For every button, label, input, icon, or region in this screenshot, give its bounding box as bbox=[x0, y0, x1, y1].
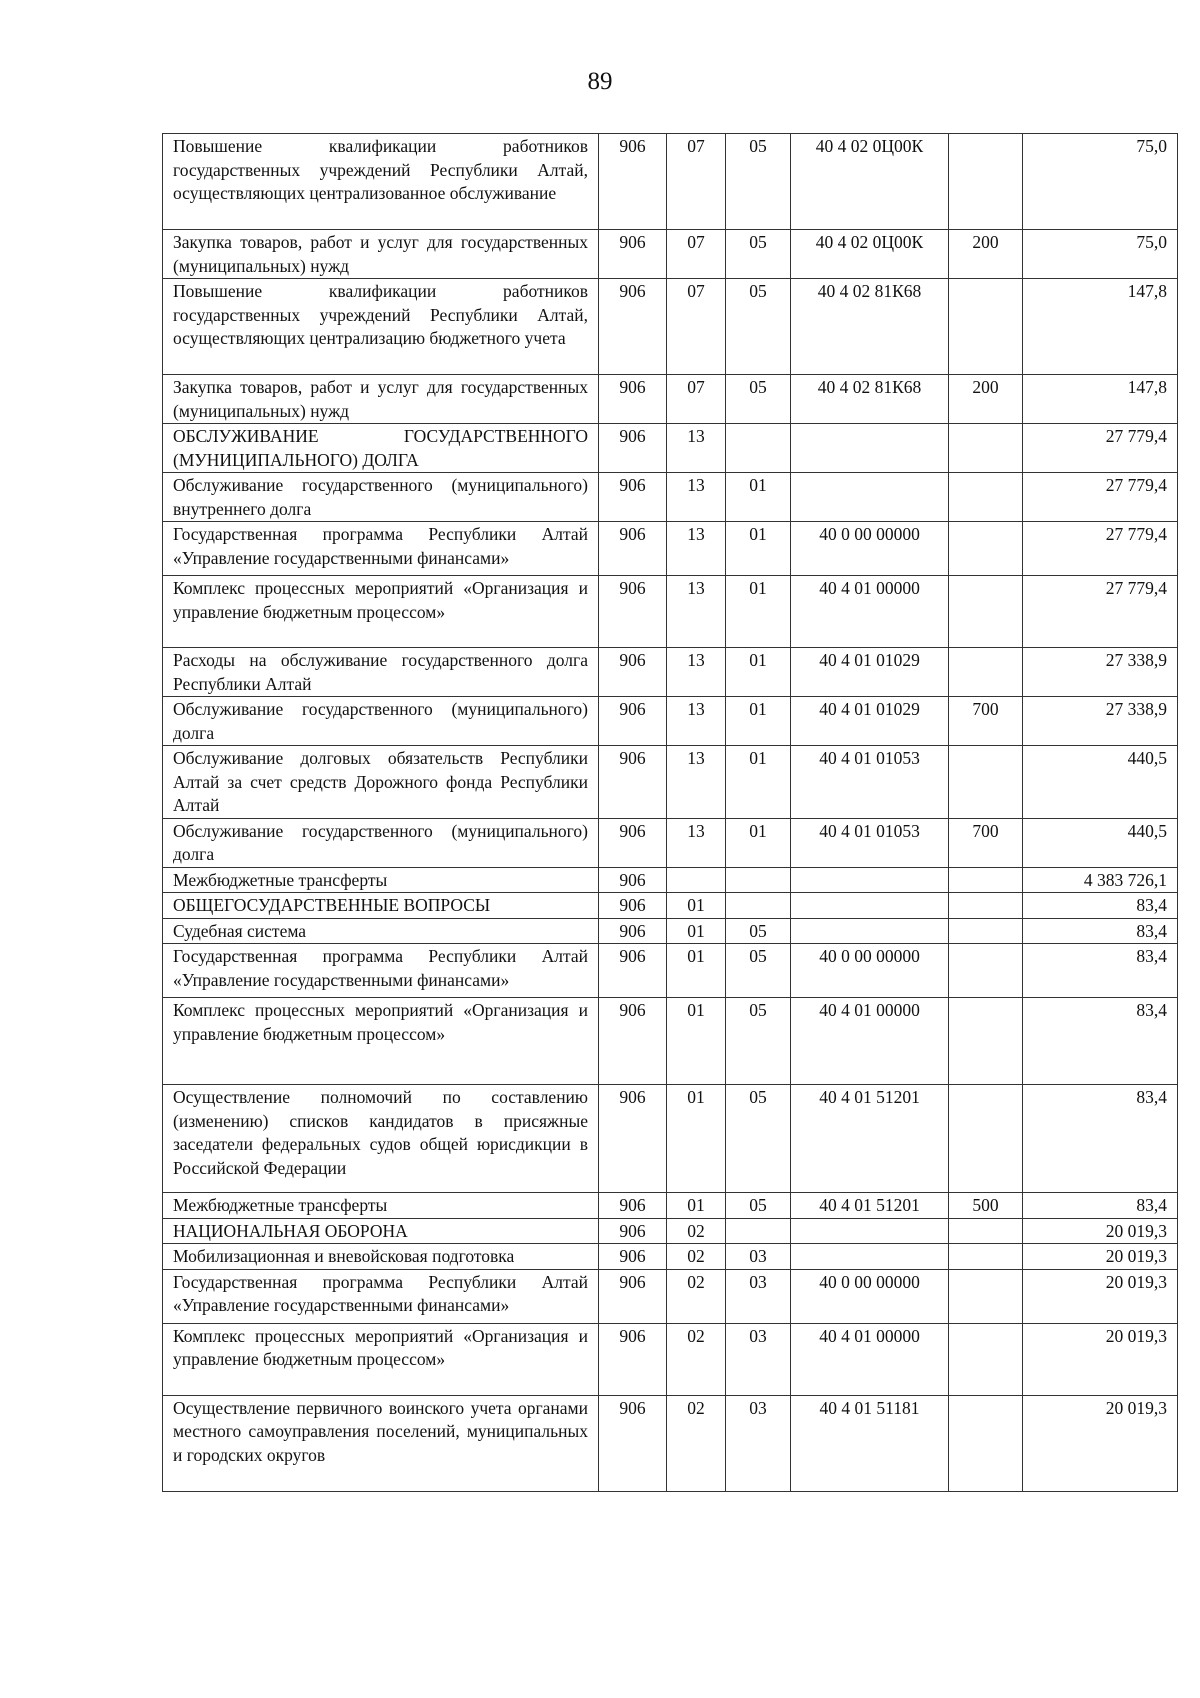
table-row bbox=[163, 134, 1178, 230]
row-expense-type bbox=[949, 944, 1023, 998]
table-row bbox=[163, 1218, 1178, 1244]
row-amount: 440,5 bbox=[1023, 818, 1178, 867]
row-glav-code: 906 bbox=[599, 998, 667, 1085]
row-glav-code: 906 bbox=[599, 1244, 667, 1270]
row-amount: 83,4 bbox=[1023, 1193, 1178, 1219]
row-subsection-code: 01 bbox=[726, 648, 791, 697]
row-target-article: 40 4 01 51181 bbox=[791, 1395, 949, 1491]
row-name: Обслуживание государственного (муниципального) внутреннего долга bbox=[163, 473, 599, 522]
row-glav-code: 906 bbox=[599, 918, 667, 944]
row-subsection-code: 01 bbox=[726, 576, 791, 648]
row-name: НАЦИОНАЛЬНАЯ ОБОРОНА bbox=[163, 1218, 599, 1244]
row-section-code: 01 bbox=[667, 998, 726, 1085]
row-amount: 27 779,4 bbox=[1023, 424, 1178, 473]
row-expense-type bbox=[949, 918, 1023, 944]
row-glav-code: 906 bbox=[599, 1269, 667, 1323]
table-row bbox=[163, 279, 1178, 375]
row-section-code: 13 bbox=[667, 746, 726, 819]
row-expense-type bbox=[949, 1323, 1023, 1395]
row-target-article bbox=[791, 893, 949, 919]
page-number: 89 bbox=[587, 68, 613, 95]
row-target-article bbox=[791, 918, 949, 944]
row-expense-type: 700 bbox=[949, 697, 1023, 746]
row-subsection-code: 01 bbox=[726, 522, 791, 576]
row-target-article: 40 4 02 0Ц00К bbox=[791, 230, 949, 279]
row-amount: 27 779,4 bbox=[1023, 576, 1178, 648]
row-name: ОБЩЕГОСУДАРСТВЕННЫЕ ВОПРОСЫ bbox=[163, 893, 599, 919]
row-expense-type bbox=[949, 1244, 1023, 1270]
table-row bbox=[163, 473, 1178, 522]
row-section-code: 02 bbox=[667, 1395, 726, 1491]
row-amount: 27 779,4 bbox=[1023, 522, 1178, 576]
row-amount: 83,4 bbox=[1023, 893, 1178, 919]
row-glav-code: 906 bbox=[599, 1085, 667, 1193]
row-name: Комплекс процессных мероприятий «Организация и управление бюджетным процессом» bbox=[163, 576, 599, 648]
row-name: Обслуживание государственного (муниципального) долга bbox=[163, 697, 599, 746]
row-section-code: 07 bbox=[667, 375, 726, 424]
row-subsection-code: 01 bbox=[726, 746, 791, 819]
row-subsection-code: 05 bbox=[726, 998, 791, 1085]
row-subsection-code: 01 bbox=[726, 818, 791, 867]
row-section-code: 02 bbox=[667, 1218, 726, 1244]
row-subsection-code: 05 bbox=[726, 230, 791, 279]
row-name: Комплекс процессных мероприятий «Организация и управление бюджетным процессом» bbox=[163, 1323, 599, 1395]
row-subsection-code: 05 bbox=[726, 1193, 791, 1219]
row-subsection-code: 01 bbox=[726, 697, 791, 746]
row-target-article bbox=[791, 867, 949, 893]
row-glav-code: 906 bbox=[599, 746, 667, 819]
table-row bbox=[163, 746, 1178, 819]
row-target-article: 40 0 00 00000 bbox=[791, 522, 949, 576]
row-target-article bbox=[791, 1244, 949, 1270]
row-expense-type bbox=[949, 1218, 1023, 1244]
row-target-article: 40 4 02 0Ц00К bbox=[791, 134, 949, 230]
row-subsection-code: 01 bbox=[726, 473, 791, 522]
row-section-code: 01 bbox=[667, 918, 726, 944]
row-amount: 75,0 bbox=[1023, 230, 1178, 279]
row-section-code: 13 bbox=[667, 473, 726, 522]
row-name: Повышение квалификации работников государственных учреждений Республики Алтай, осуществляющих централизацию бюджетного учета bbox=[163, 279, 599, 375]
row-glav-code: 906 bbox=[599, 576, 667, 648]
row-target-article: 40 0 00 00000 bbox=[791, 1269, 949, 1323]
table-row bbox=[163, 1269, 1178, 1323]
row-amount: 440,5 bbox=[1023, 746, 1178, 819]
row-subsection-code: 03 bbox=[726, 1323, 791, 1395]
row-name: Государственная программа Республики Алтай «Управление государственными финансами» bbox=[163, 1269, 599, 1323]
row-glav-code: 906 bbox=[599, 697, 667, 746]
table-row bbox=[163, 648, 1178, 697]
row-amount: 20 019,3 bbox=[1023, 1269, 1178, 1323]
row-name: Судебная система bbox=[163, 918, 599, 944]
budget-table bbox=[162, 133, 1178, 1492]
row-expense-type bbox=[949, 473, 1023, 522]
table-row bbox=[163, 375, 1178, 424]
row-expense-type bbox=[949, 522, 1023, 576]
row-expense-type: 700 bbox=[949, 818, 1023, 867]
row-subsection-code: 05 bbox=[726, 1085, 791, 1193]
table-row bbox=[163, 918, 1178, 944]
row-target-article: 40 4 01 01029 bbox=[791, 697, 949, 746]
row-glav-code: 906 bbox=[599, 1323, 667, 1395]
row-section-code: 02 bbox=[667, 1269, 726, 1323]
row-section-code: 07 bbox=[667, 279, 726, 375]
row-name: Государственная программа Республики Алтай «Управление государственными финансами» bbox=[163, 944, 599, 998]
row-section-code: 13 bbox=[667, 648, 726, 697]
row-target-article: 40 0 00 00000 bbox=[791, 944, 949, 998]
table-row bbox=[163, 424, 1178, 473]
row-name: ОБСЛУЖИВАНИЕ ГОСУДАРСТВЕННОГО (МУНИЦИПАЛЬНОГО) ДОЛГА bbox=[163, 424, 599, 473]
table-row bbox=[163, 1244, 1178, 1270]
row-amount: 83,4 bbox=[1023, 944, 1178, 998]
row-glav-code: 906 bbox=[599, 944, 667, 998]
row-glav-code: 906 bbox=[599, 424, 667, 473]
row-expense-type bbox=[949, 424, 1023, 473]
row-expense-type bbox=[949, 1269, 1023, 1323]
row-section-code: 13 bbox=[667, 697, 726, 746]
table-row bbox=[163, 818, 1178, 867]
table-row bbox=[163, 1085, 1178, 1193]
row-expense-type bbox=[949, 576, 1023, 648]
row-name: Государственная программа Республики Алтай «Управление государственными финансами» bbox=[163, 522, 599, 576]
row-glav-code: 906 bbox=[599, 375, 667, 424]
row-name: Закупка товаров, работ и услуг для государственных (муниципальных) нужд bbox=[163, 230, 599, 279]
row-target-article: 40 4 01 01053 bbox=[791, 818, 949, 867]
table-row bbox=[163, 867, 1178, 893]
row-amount: 147,8 bbox=[1023, 375, 1178, 424]
row-name: Повышение квалификации работников государственных учреждений Республики Алтай, осуществляющих централизованное обслуживание bbox=[163, 134, 599, 230]
row-target-article: 40 4 01 51201 bbox=[791, 1193, 949, 1219]
row-subsection-code bbox=[726, 1218, 791, 1244]
row-name: Расходы на обслуживание государственного долга Республики Алтай bbox=[163, 648, 599, 697]
row-glav-code: 906 bbox=[599, 522, 667, 576]
row-name: Осуществление полномочий по составлению (изменению) списков кандидатов в присяжные заседатели федеральных судов общей юрисдикции в Российской Федерации bbox=[163, 1085, 599, 1193]
row-expense-type bbox=[949, 867, 1023, 893]
budget-table-body bbox=[163, 134, 1178, 1492]
table-row bbox=[163, 1323, 1178, 1395]
row-name: Межбюджетные трансферты bbox=[163, 867, 599, 893]
row-target-article bbox=[791, 473, 949, 522]
row-glav-code: 906 bbox=[599, 1395, 667, 1491]
row-name: Комплекс процессных мероприятий «Организация и управление бюджетным процессом» bbox=[163, 998, 599, 1085]
row-subsection-code: 05 bbox=[726, 279, 791, 375]
row-section-code: 01 bbox=[667, 893, 726, 919]
row-target-article: 40 4 01 01029 bbox=[791, 648, 949, 697]
row-section-code: 02 bbox=[667, 1323, 726, 1395]
row-target-article: 40 4 01 00000 bbox=[791, 998, 949, 1085]
row-section-code: 01 bbox=[667, 944, 726, 998]
row-amount: 20 019,3 bbox=[1023, 1218, 1178, 1244]
row-glav-code: 906 bbox=[599, 893, 667, 919]
table-row bbox=[163, 998, 1178, 1085]
row-expense-type bbox=[949, 746, 1023, 819]
row-expense-type: 500 bbox=[949, 1193, 1023, 1219]
table-row bbox=[163, 576, 1178, 648]
row-subsection-code bbox=[726, 893, 791, 919]
row-subsection-code: 05 bbox=[726, 375, 791, 424]
row-section-code: 07 bbox=[667, 230, 726, 279]
row-section-code: 13 bbox=[667, 576, 726, 648]
row-target-article: 40 4 02 81К68 bbox=[791, 279, 949, 375]
row-subsection-code bbox=[726, 867, 791, 893]
row-section-code: 01 bbox=[667, 1085, 726, 1193]
row-name: Обслуживание государственного (муниципального) долга bbox=[163, 818, 599, 867]
row-name: Межбюджетные трансферты bbox=[163, 1193, 599, 1219]
row-subsection-code: 05 bbox=[726, 918, 791, 944]
table-row bbox=[163, 893, 1178, 919]
table-row bbox=[163, 230, 1178, 279]
row-amount: 20 019,3 bbox=[1023, 1244, 1178, 1270]
row-expense-type bbox=[949, 279, 1023, 375]
table-row bbox=[163, 522, 1178, 576]
row-glav-code: 906 bbox=[599, 867, 667, 893]
row-glav-code: 906 bbox=[599, 279, 667, 375]
row-expense-type bbox=[949, 1395, 1023, 1491]
row-expense-type: 200 bbox=[949, 230, 1023, 279]
table-row bbox=[163, 1395, 1178, 1491]
row-target-article: 40 4 01 01053 bbox=[791, 746, 949, 819]
row-amount: 4 383 726,1 bbox=[1023, 867, 1178, 893]
row-name: Обслуживание долговых обязательств Республики Алтай за счет средств Дорожного фонда Республики Алтай bbox=[163, 746, 599, 819]
row-target-article bbox=[791, 1218, 949, 1244]
row-target-article: 40 4 01 00000 bbox=[791, 1323, 949, 1395]
row-subsection-code: 05 bbox=[726, 944, 791, 998]
row-section-code: 13 bbox=[667, 424, 726, 473]
row-expense-type bbox=[949, 893, 1023, 919]
row-subsection-code: 03 bbox=[726, 1244, 791, 1270]
row-target-article bbox=[791, 424, 949, 473]
row-glav-code: 906 bbox=[599, 648, 667, 697]
row-subsection-code: 05 bbox=[726, 134, 791, 230]
row-section-code: 13 bbox=[667, 818, 726, 867]
row-expense-type bbox=[949, 1085, 1023, 1193]
row-target-article: 40 4 01 00000 bbox=[791, 576, 949, 648]
row-amount: 83,4 bbox=[1023, 1085, 1178, 1193]
row-amount: 27 779,4 bbox=[1023, 473, 1178, 522]
row-expense-type bbox=[949, 998, 1023, 1085]
row-subsection-code bbox=[726, 424, 791, 473]
row-subsection-code: 03 bbox=[726, 1395, 791, 1491]
row-name: Мобилизационная и вневойсковая подготовка bbox=[163, 1244, 599, 1270]
row-amount: 75,0 bbox=[1023, 134, 1178, 230]
row-target-article: 40 4 02 81К68 bbox=[791, 375, 949, 424]
row-section-code bbox=[667, 867, 726, 893]
row-name: Закупка товаров, работ и услуг для государственных (муниципальных) нужд bbox=[163, 375, 599, 424]
row-amount: 27 338,9 bbox=[1023, 648, 1178, 697]
table-row bbox=[163, 697, 1178, 746]
table-row bbox=[163, 944, 1178, 998]
row-glav-code: 906 bbox=[599, 230, 667, 279]
row-expense-type bbox=[949, 134, 1023, 230]
row-glav-code: 906 bbox=[599, 818, 667, 867]
row-section-code: 02 bbox=[667, 1244, 726, 1270]
row-section-code: 07 bbox=[667, 134, 726, 230]
row-amount: 20 019,3 bbox=[1023, 1323, 1178, 1395]
row-section-code: 13 bbox=[667, 522, 726, 576]
table-row bbox=[163, 1193, 1178, 1219]
row-expense-type: 200 bbox=[949, 375, 1023, 424]
row-glav-code: 906 bbox=[599, 473, 667, 522]
row-amount: 147,8 bbox=[1023, 279, 1178, 375]
row-target-article: 40 4 01 51201 bbox=[791, 1085, 949, 1193]
row-section-code: 01 bbox=[667, 1193, 726, 1219]
row-expense-type bbox=[949, 648, 1023, 697]
row-amount: 83,4 bbox=[1023, 998, 1178, 1085]
row-glav-code: 906 bbox=[599, 1218, 667, 1244]
row-amount: 27 338,9 bbox=[1023, 697, 1178, 746]
row-amount: 20 019,3 bbox=[1023, 1395, 1178, 1491]
row-glav-code: 906 bbox=[599, 1193, 667, 1219]
row-subsection-code: 03 bbox=[726, 1269, 791, 1323]
row-amount: 83,4 bbox=[1023, 918, 1178, 944]
row-glav-code: 906 bbox=[599, 134, 667, 230]
row-name: Осуществление первичного воинского учета органами местного самоуправления поселений, муниципальных и городских округов bbox=[163, 1395, 599, 1491]
